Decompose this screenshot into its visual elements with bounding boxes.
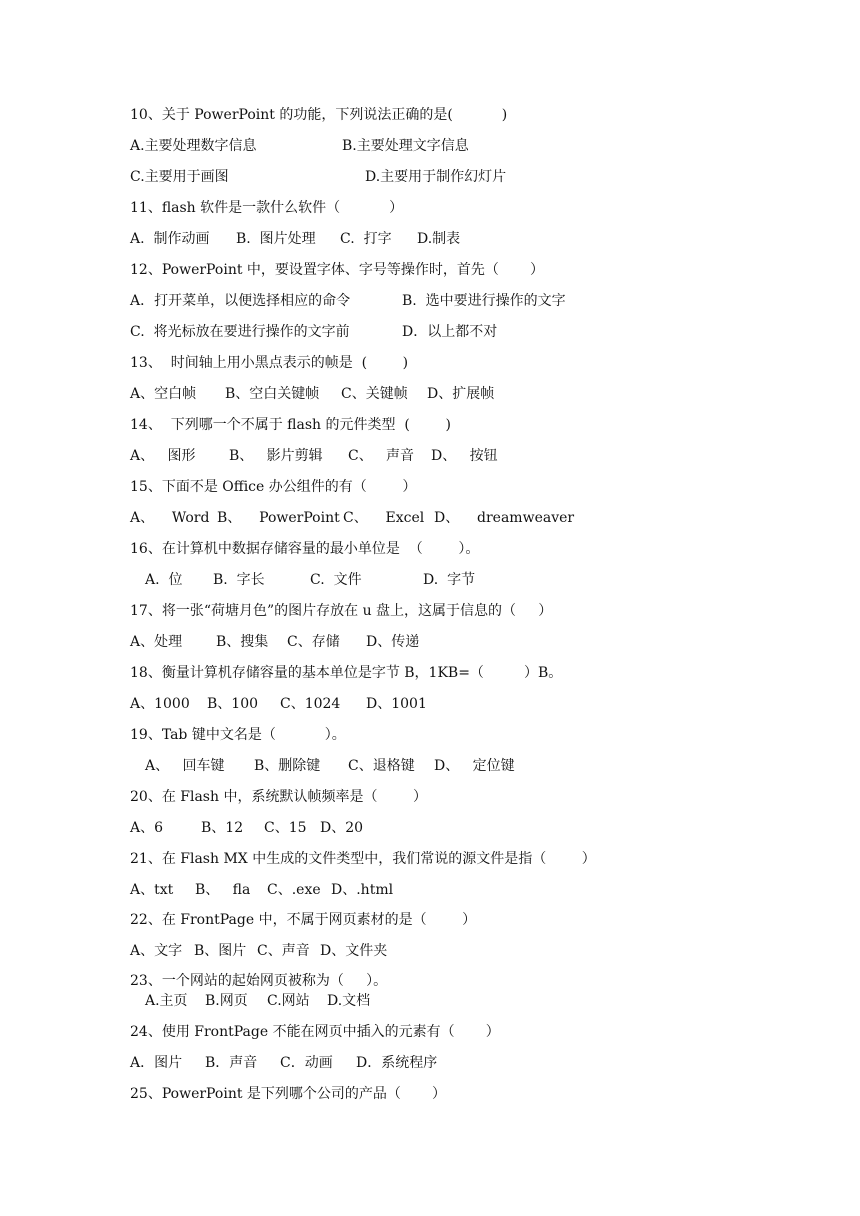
- question-24: 24、使用 FrontPage 不能在网页中插入的元素有（ ）: [130, 1024, 500, 1040]
- question-12: 12、PowerPoint 中，要设置字体、字号等操作时，首先（ ）: [130, 262, 545, 278]
- option-19a: A、 回车键: [145, 758, 225, 774]
- option-14c: C、 声音: [348, 448, 415, 464]
- option-16a: A. 位: [145, 572, 183, 588]
- option-10c: C.主要用于画图: [130, 169, 229, 185]
- option-21b: B、 fla: [195, 882, 251, 898]
- option-24c: C．动画: [280, 1055, 333, 1071]
- option-18a: A、1000: [130, 696, 190, 712]
- option-21d: D、.html: [331, 882, 394, 898]
- question-14: 14、 下列哪一个不属于 flash 的元件类型 ( ): [130, 417, 451, 433]
- option-24d: D．系统程序: [356, 1055, 438, 1071]
- question-11: 11、flash 软件是一款什么软件（ ）: [130, 200, 404, 216]
- question-18: 18、衡量计算机存储容量的基本单位是字节 B，1KB=（ ）B。: [130, 665, 563, 681]
- option-17d: D、传递: [366, 634, 420, 650]
- option-17b: B、搜集: [216, 634, 269, 650]
- option-18b: B、100: [207, 696, 259, 712]
- question-19: 19、Tab 键中文名是（ ）。: [130, 727, 346, 743]
- option-15b: B、 PowerPoint: [217, 510, 340, 526]
- option-14b: B、 影片剪辑: [229, 448, 323, 464]
- option-13a: A、空白帧: [130, 386, 197, 402]
- option-10d: D.主要用于制作幻灯片: [365, 169, 507, 185]
- option-12d: D．以上都不对: [402, 324, 498, 340]
- option-20a: A、6: [130, 820, 164, 836]
- option-20b: B、12: [201, 820, 244, 836]
- option-10a: A.主要处理数字信息: [130, 138, 257, 154]
- question-16: 16、在计算机中数据存储容量的最小单位是 （ ）。: [130, 541, 480, 557]
- option-19b: B、删除键: [254, 758, 321, 774]
- option-22d: D、文件夹: [320, 943, 388, 959]
- option-23a: A.主页: [145, 993, 188, 1009]
- option-14d: D、 按钮: [431, 448, 498, 464]
- question-23: 23、一个网站的起始网页被称为（ ）。: [130, 973, 388, 989]
- question-10: 10、关于 PowerPoint 的功能，下列说法正确的是( ): [130, 107, 508, 123]
- option-13b: B、空白关键帧: [225, 386, 320, 402]
- question-15: 15、下面不是 Office 办公组件的有（ ）: [130, 479, 417, 495]
- option-11a: A. 制作动画: [130, 231, 210, 247]
- option-17a: A、处理: [130, 634, 183, 650]
- option-18d: D、1001: [366, 696, 427, 712]
- option-16d: D. 字节: [423, 572, 476, 588]
- option-11c: C. 打字: [340, 231, 392, 247]
- question-20: 20、在 Flash 中，系统默认帧频率是（ ）: [130, 789, 428, 805]
- option-12c: C. 将光标放在要进行操作的文字前: [130, 324, 350, 340]
- option-20d: D、20: [320, 820, 364, 836]
- option-16b: B. 字长: [213, 572, 265, 588]
- option-23c: C.网站: [267, 993, 310, 1009]
- option-15a: A、 Word: [130, 510, 210, 526]
- option-19d: D、 定位键: [434, 758, 515, 774]
- option-13d: D、扩展帧: [427, 386, 495, 402]
- option-10b: B.主要处理文字信息: [342, 138, 469, 154]
- option-23d: D.文档: [327, 993, 371, 1009]
- option-21c: C、.exe: [267, 882, 321, 898]
- option-12b: B. 选中要进行操作的文字: [402, 293, 566, 309]
- option-17c: C、存储: [287, 634, 340, 650]
- question-13: 13、 时间轴上用小黑点表示的帧是 ( ): [130, 355, 409, 371]
- question-25: 25、PowerPoint 是下列哪个公司的产品（ ）: [130, 1086, 447, 1102]
- question-21: 21、在 Flash MX 中生成的文件类型中，我们常说的源文件是指（ ）: [130, 851, 596, 867]
- option-12a: A．打开菜单，以便选择相应的命令: [130, 293, 351, 309]
- option-11b: B. 图片处理: [236, 231, 316, 247]
- option-24b: B．声音: [205, 1055, 258, 1071]
- option-14a: A、 图形: [130, 448, 196, 464]
- option-15c: C、 Excel: [343, 510, 425, 526]
- option-22c: C、声音: [257, 943, 310, 959]
- option-11d: D.制表: [417, 231, 461, 247]
- option-22b: B、图片: [194, 943, 247, 959]
- option-15d: D、 dreamweaver: [434, 510, 575, 526]
- option-22a: A、文字: [130, 943, 183, 959]
- option-19c: C、退格键: [348, 758, 415, 774]
- question-17: 17、将一张“荷塘月色”的图片存放在 u 盘上，这属于信息的（ ）: [130, 603, 553, 619]
- option-20c: C、15: [264, 820, 307, 836]
- option-24a: A．图片: [130, 1055, 183, 1071]
- question-22: 22、在 FrontPage 中，不属于网页素材的是（ ）: [130, 912, 477, 928]
- option-18c: C、1024: [280, 696, 341, 712]
- option-16c: C. 文件: [310, 572, 362, 588]
- option-13c: C、关键帧: [341, 386, 408, 402]
- option-21a: A、txt: [130, 882, 174, 898]
- option-23b: B.网页: [205, 993, 248, 1009]
